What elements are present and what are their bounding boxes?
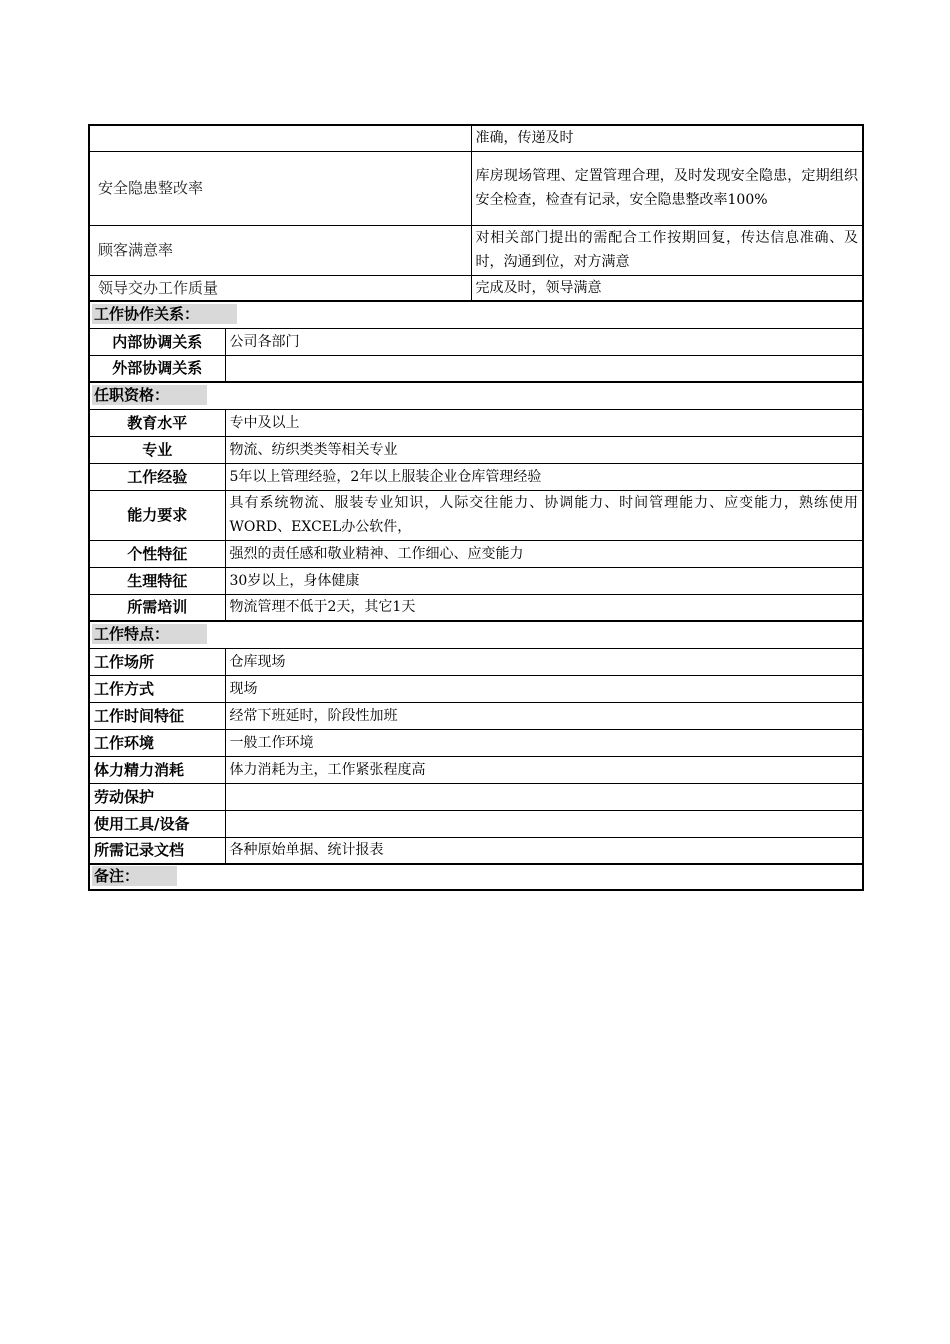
row-value: 物流、纺织类类等相关专业: [225, 436, 863, 463]
section-title: 工作协作关系：: [92, 304, 237, 324]
feature-row: [89, 648, 863, 675]
row-label: 工作环境: [89, 729, 225, 756]
row-value: 专中及以上: [225, 409, 863, 436]
row-value: 物流管理不低于2天，其它1天: [225, 594, 863, 621]
performance-row: [89, 151, 863, 225]
row-label: 专业: [89, 436, 225, 463]
performance-row: [89, 275, 863, 301]
qualification-row: [89, 567, 863, 594]
row-label: 工作经验: [89, 463, 225, 490]
performance-metric-desc: 完成及时，领导满意: [471, 275, 863, 301]
section-header-collaboration: [89, 301, 863, 328]
section-header-qualifications: [89, 382, 863, 409]
row-value: 现场: [225, 675, 863, 702]
performance-metric-desc: 准确，传递及时: [471, 125, 863, 151]
performance-row: [89, 225, 863, 275]
performance-metric-desc: 对相关部门提出的需配合工作按期回复，传达信息准确、及时，沟通到位，对方满意: [471, 225, 863, 275]
job-description-table: [88, 124, 864, 891]
row-label: 外部协调关系: [89, 355, 225, 382]
performance-metric-name: 安全隐患整改率: [89, 151, 471, 225]
section-title: 备注：: [92, 866, 177, 886]
row-value: 具有系统物流、服装专业知识，人际交往能力、协调能力、时间管理能力、应变能力，熟练使用WORD、EXCEL办公软件，: [225, 490, 863, 540]
row-value: 30岁以上，身体健康: [225, 567, 863, 594]
row-label: 能力要求: [89, 490, 225, 540]
row-label: 内部协调关系: [89, 328, 225, 355]
performance-row: [89, 125, 863, 151]
row-label: 工作时间特征: [89, 702, 225, 729]
section-title: 工作特点：: [92, 624, 207, 644]
row-value: 强烈的责任感和敬业精神、工作细心、应变能力: [225, 540, 863, 567]
qualification-row: [89, 594, 863, 621]
collaboration-row: [89, 328, 863, 355]
row-value: 仓库现场: [225, 648, 863, 675]
qualification-row: [89, 463, 863, 490]
row-label: 工作方式: [89, 675, 225, 702]
qualification-row: [89, 436, 863, 463]
row-value: 公司各部门: [225, 328, 863, 355]
section-header-features: [89, 621, 863, 648]
feature-row: [89, 783, 863, 810]
feature-row: [89, 675, 863, 702]
row-value: 体力消耗为主，工作紧张程度高: [225, 756, 863, 783]
feature-row: [89, 729, 863, 756]
feature-row: [89, 810, 863, 837]
section-header-remarks: [89, 864, 863, 890]
row-value: 各种原始单据、统计报表: [225, 837, 863, 864]
qualification-row: [89, 490, 863, 540]
row-value: 经常下班延时，阶段性加班: [225, 702, 863, 729]
feature-row: [89, 702, 863, 729]
row-value: [225, 810, 863, 837]
row-value: [225, 355, 863, 382]
row-value: 一般工作环境: [225, 729, 863, 756]
row-label: 所需记录文档: [89, 837, 225, 864]
performance-metric-name: [89, 125, 471, 151]
feature-row: [89, 837, 863, 864]
qualification-row: [89, 540, 863, 567]
row-value: [225, 783, 863, 810]
qualification-row: [89, 409, 863, 436]
row-label: 生理特征: [89, 567, 225, 594]
row-label: 工作场所: [89, 648, 225, 675]
job-description-page: [88, 124, 862, 891]
row-value: 5年以上管理经验，2年以上服装企业仓库管理经验: [225, 463, 863, 490]
row-label: 所需培训: [89, 594, 225, 621]
row-label: 使用工具/设备: [89, 810, 225, 837]
collaboration-row: [89, 355, 863, 382]
row-label: 个性特征: [89, 540, 225, 567]
feature-row: [89, 756, 863, 783]
performance-metric-name: 顾客满意率: [89, 225, 471, 275]
row-label: 劳动保护: [89, 783, 225, 810]
performance-metric-desc: 库房现场管理、定置管理合理，及时发现安全隐患，定期组织安全检查，检查有记录，安全隐患整改率100%: [471, 151, 863, 225]
section-title: 任职资格：: [92, 385, 207, 405]
row-label: 教育水平: [89, 409, 225, 436]
row-label: 体力精力消耗: [89, 756, 225, 783]
performance-metric-name: 领导交办工作质量: [89, 275, 471, 301]
